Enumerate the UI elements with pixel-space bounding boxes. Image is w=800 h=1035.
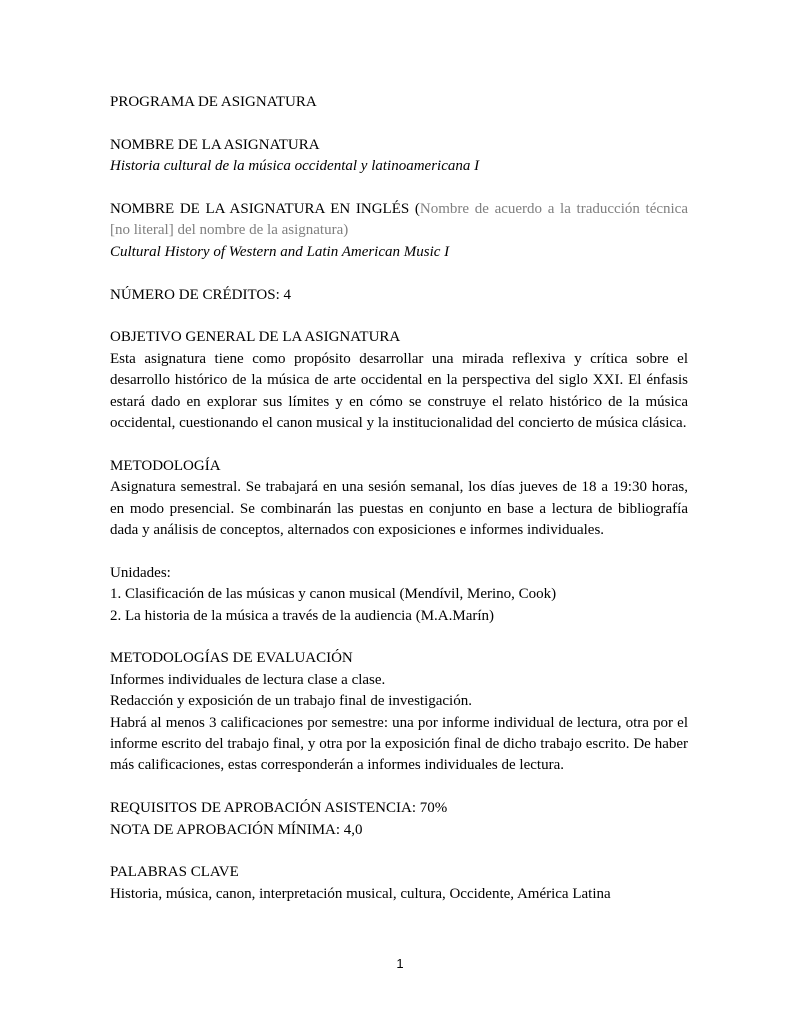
methodology-heading: METODOLOGÍA	[110, 457, 221, 474]
evaluation-text: Habrá al menos 3 calificaciones por semestre: una por informe individual de lectura, otra por el informe escrito del trabajo final, y otra por la exposición final de dicho trabajo escrito. De haber más calificaciones, estas corresponderán a informes individuales de lectura.	[110, 714, 688, 774]
course-name-value: Historia cultural de la música occidental y latinoamericana I	[110, 158, 480, 175]
approval-min-grade: NOTA DE APROBACIÓN MÍNIMA: 4,0	[110, 821, 363, 838]
course-name-en-label: NOMBRE DE LA ASIGNATURA EN INGLÉS (	[110, 201, 420, 217]
evaluation-line-1: Informes individuales de lectura clase a clase.	[110, 671, 386, 688]
course-name-en-note: Nombre de acuerdo a la traducción técnica [no literal] del nombre de la asignatura)	[110, 201, 688, 239]
document-content	[110, 92, 688, 905]
program-header: PROGRAMA DE ASIGNATURA	[110, 94, 317, 110]
evaluation-line-2: Redacción y exposición de un trabajo final de investigación.	[110, 693, 472, 710]
course-name-en-value: Cultural History of Western and Latin American Music I	[110, 243, 450, 260]
methodology-text: Asignatura semestral. Se trabajará en una sesión semanal, los días jueves de 18 a 19:30 horas, en modo presencial. Se combinarán las puestas en conjunto en base a lectura de bibliografía dada y análisis de conceptos, alternados con exposiciones e informes individuales.	[110, 479, 688, 539]
objective-heading: OBJETIVO GENERAL DE LA ASIGNATURA	[110, 329, 401, 346]
approval-attendance: REQUISITOS DE APROBACIÓN ASISTENCIA: 70%	[110, 800, 448, 817]
unit-item: 1. Clasificación de las músicas y canon musical (Mendívil, Merino, Cook)	[110, 586, 557, 603]
evaluation-heading: METODOLOGÍAS DE EVALUACIÓN	[110, 650, 353, 667]
course-name-label: NOMBRE DE LA ASIGNATURA	[110, 136, 320, 153]
course-name-en-section	[110, 199, 688, 242]
keywords-heading: PALABRAS CLAVE	[110, 864, 239, 881]
unit-item: 2. La historia de la música a través de la audiencia (M.A.Marín)	[110, 607, 495, 624]
units-heading: Unidades:	[110, 564, 171, 581]
credits: NÚMERO DE CRÉDITOS: 4	[110, 286, 291, 303]
objective-text: Esta asignatura tiene como propósito desarrollar una mirada reflexiva y crítica sobre el desarrollo histórico de la música de arte occidental en la perspectiva del siglo XXI. El énfasis estará dado en explorar sus límites y en cómo se construye el relato histórico de la música occidental, cuestionando el canon musical y la institucionalidad del concierto de música clásica.	[110, 350, 688, 432]
page-number: 1	[396, 956, 404, 971]
keywords-text: Historia, música, canon, interpretación musical, cultura, Occidente, América Latina	[110, 885, 611, 902]
